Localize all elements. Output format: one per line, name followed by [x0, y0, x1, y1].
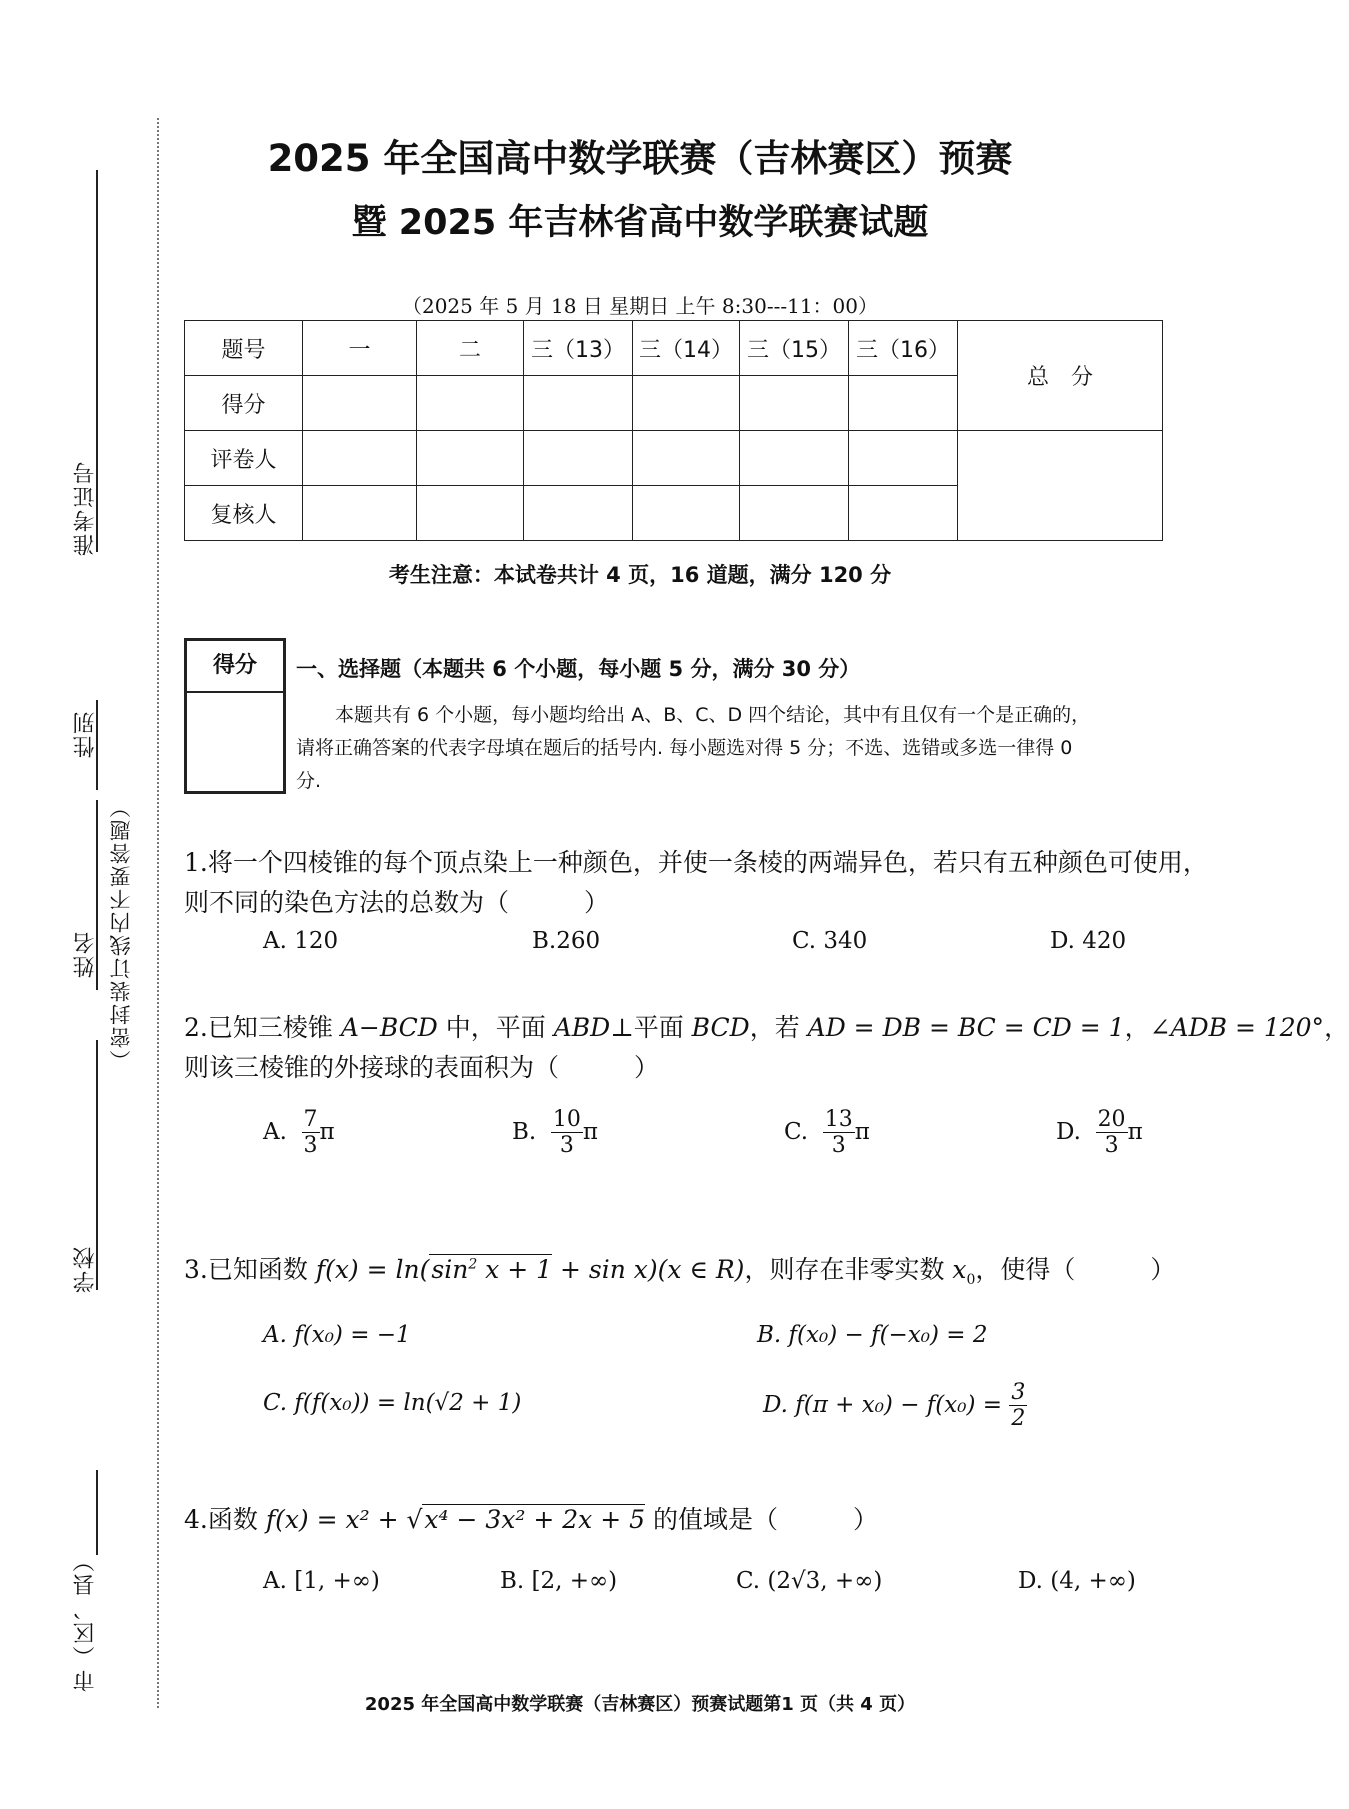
score-cell[interactable]: [633, 486, 740, 541]
instruction-line2: 请将正确答案的代表字母填在题后的括号内. 每小题选对得 5 分；不选、选错或多选一律得 0: [296, 737, 1073, 759]
q3-option-d[interactable]: [763, 1380, 1027, 1432]
row-label: 得分: [185, 376, 303, 431]
q3-function-formula: $f(x) = \ln(\sin^2$ x + 1 + sin x)(x ∈ R): [315, 1255, 745, 1284]
score-cell[interactable]: [524, 486, 633, 541]
fraction: [823, 1107, 855, 1159]
option-letter: A.: [263, 1118, 287, 1145]
q3-line1: [184, 1250, 1175, 1288]
instruction-line1: 本题共有 6 个小题，每小题均给出 A、B、C、D 四个结论，其中有且仅有一个是正确的，: [335, 704, 1091, 726]
q3-text: 3.已知函数: [184, 1255, 316, 1284]
name-label: 姓名: [73, 930, 98, 978]
q2-line1: [184, 1008, 1349, 1044]
score-cell[interactable]: [740, 431, 849, 486]
q2-tetra: A−BCD: [340, 1013, 438, 1042]
option-letter: C.: [784, 1118, 809, 1145]
q2-option-d[interactable]: [1056, 1107, 1143, 1159]
option-text: D. f(π + x₀) − f(x₀) =: [763, 1391, 1010, 1418]
score-cell[interactable]: [524, 431, 633, 486]
exam-date: （2025 年 5 月 18 日 星期日 上午 8:30---11：00）: [401, 294, 878, 318]
fraction: [1009, 1380, 1027, 1432]
q3-text: ，则存在非零实数: [744, 1255, 953, 1284]
numerator: 3: [1011, 1380, 1026, 1405]
q4-option-c[interactable]: C. (2√3, +∞): [736, 1568, 883, 1594]
q2-text: ，若: [749, 1013, 808, 1042]
city-line: [96, 1470, 98, 1555]
q3-x0-sub: 0: [966, 1272, 976, 1288]
q2-plane2: BCD: [691, 1013, 750, 1042]
score-cell[interactable]: [303, 486, 417, 541]
denominator: 3: [559, 1133, 574, 1159]
pi: π: [582, 1118, 598, 1145]
score-cell[interactable]: [417, 486, 524, 541]
q1-line2: 则不同的染色方法的总数为（ ）: [184, 888, 610, 917]
radical-sign: √: [406, 1505, 423, 1534]
q2-text: 2.已知三棱锥: [184, 1013, 341, 1042]
q4-text: 的值域是（ ）: [645, 1505, 878, 1534]
table-header: 三（14）: [633, 321, 740, 376]
row-label: 复核人: [185, 486, 303, 541]
score-cell[interactable]: [303, 376, 417, 431]
table-header-total: 总 分: [958, 321, 1163, 431]
q3-x0: x: [952, 1255, 967, 1284]
denominator: 2: [1011, 1406, 1026, 1432]
q1-option-b[interactable]: B.260: [532, 928, 601, 954]
q4-option-d[interactable]: D. (4, +∞): [1018, 1568, 1136, 1594]
exam-notice: 考生注意：本试卷共计 4 页，16 道题，满分 120 分: [388, 563, 892, 587]
q2-text: ，: [1124, 1013, 1150, 1042]
q3-option-c[interactable]: C. f(f(x₀)) = ln(√2 + 1): [263, 1390, 522, 1416]
no-answer-notice: （密封装订线内不要答题）: [109, 795, 133, 1071]
denominator: 3: [303, 1133, 318, 1159]
numerator: 20: [1097, 1107, 1126, 1132]
numerator: 7: [303, 1107, 318, 1132]
page-title-line1: 2025 年全国高中数学联赛（吉林赛区）预赛: [267, 137, 1013, 180]
section-score-box: [184, 638, 286, 794]
fraction: [302, 1107, 320, 1159]
q2-text: ，: [1324, 1013, 1349, 1042]
section-score-label: 得分: [187, 641, 283, 693]
table-header: 三（13）: [524, 321, 633, 376]
q2-eq: AD = DB = BC = CD = 1: [807, 1013, 1125, 1042]
score-cell[interactable]: [417, 431, 524, 486]
instruction-line3: 分.: [296, 770, 322, 792]
table-header: 三（16）: [849, 321, 958, 376]
score-cell[interactable]: [740, 376, 849, 431]
gender-label: 性别: [73, 710, 98, 758]
score-cell[interactable]: [303, 431, 417, 486]
page-title-line2: 暨 2025 年吉林省高中数学联赛试题: [351, 203, 929, 243]
school-label: 学校: [73, 1245, 98, 1293]
score-cell[interactable]: [524, 376, 633, 431]
q2-line2: 则该三棱锥的外接球的表面积为（ ）: [184, 1053, 660, 1082]
score-cell[interactable]: [740, 486, 849, 541]
q2-angle: ∠ADB = 120°: [1149, 1013, 1325, 1042]
table-header: 题号: [185, 321, 303, 376]
numerator: 10: [552, 1107, 581, 1132]
score-cell[interactable]: [633, 376, 740, 431]
table-header: 三（15）: [740, 321, 849, 376]
numerator: 13: [824, 1107, 853, 1132]
total-cell[interactable]: [958, 431, 1163, 541]
q4-radicand: x⁴ − 3x² + 2x + 5: [424, 1505, 646, 1534]
pi: π: [1127, 1118, 1143, 1145]
city-label: 市（区、县）: [73, 1548, 98, 1692]
q1-option-c[interactable]: C. 340: [792, 928, 868, 954]
score-cell[interactable]: [849, 486, 958, 541]
q1-option-a[interactable]: A. 120: [263, 928, 339, 954]
q1-option-d[interactable]: D. 420: [1050, 928, 1127, 954]
row-label: 评卷人: [185, 431, 303, 486]
q4-option-a[interactable]: A. [1, +∞): [263, 1568, 380, 1594]
option-letter: D.: [1056, 1118, 1081, 1145]
q2-option-a[interactable]: [263, 1107, 335, 1159]
section-heading: 一、选择题（本题共 6 个小题，每小题 5 分，满分 30 分）: [296, 657, 861, 681]
q3-text: ，使得（ ）: [975, 1255, 1176, 1284]
exam-id-label: 准考证号: [73, 460, 98, 556]
q4-fx: f(x) = x² +: [265, 1505, 407, 1534]
q2-text: 中，平面: [437, 1013, 554, 1042]
fraction: [1096, 1107, 1128, 1159]
score-cell[interactable]: [849, 431, 958, 486]
table-header: 二: [417, 321, 524, 376]
score-cell[interactable]: [849, 376, 958, 431]
denominator: 3: [1104, 1133, 1119, 1159]
page-footer: 2025 年全国高中数学联赛（吉林赛区）预赛试题第1 页（共 4 页）: [364, 1694, 916, 1715]
q4-text: 4.函数: [184, 1505, 266, 1534]
q4-line1: [184, 1500, 878, 1536]
denominator: 3: [831, 1133, 846, 1159]
q2-text: 平面: [633, 1013, 692, 1042]
pi: π: [319, 1118, 335, 1145]
table-header: 一: [303, 321, 417, 376]
q3-option-b[interactable]: B. f(x₀) − f(−x₀) = 2: [757, 1322, 988, 1348]
q4-option-b[interactable]: B. [2, +∞): [500, 1568, 618, 1594]
q2-plane1: ABD⊥: [553, 1013, 634, 1042]
q2-option-c[interactable]: [784, 1107, 870, 1159]
option-letter: B.: [512, 1118, 537, 1145]
score-table: [184, 320, 1163, 541]
score-cell[interactable]: [633, 431, 740, 486]
q3-option-a[interactable]: A. f(x₀) = −1: [263, 1322, 411, 1348]
pi: π: [854, 1118, 870, 1145]
score-cell[interactable]: [417, 376, 524, 431]
q2-option-b[interactable]: [512, 1107, 598, 1159]
q1-line1: 1.将一个四棱锥的每个顶点染上一种颜色，并使一条棱的两端异色，若只有五种颜色可使用，: [184, 848, 1208, 877]
fraction: [551, 1107, 583, 1159]
binding-line: [157, 118, 159, 1708]
